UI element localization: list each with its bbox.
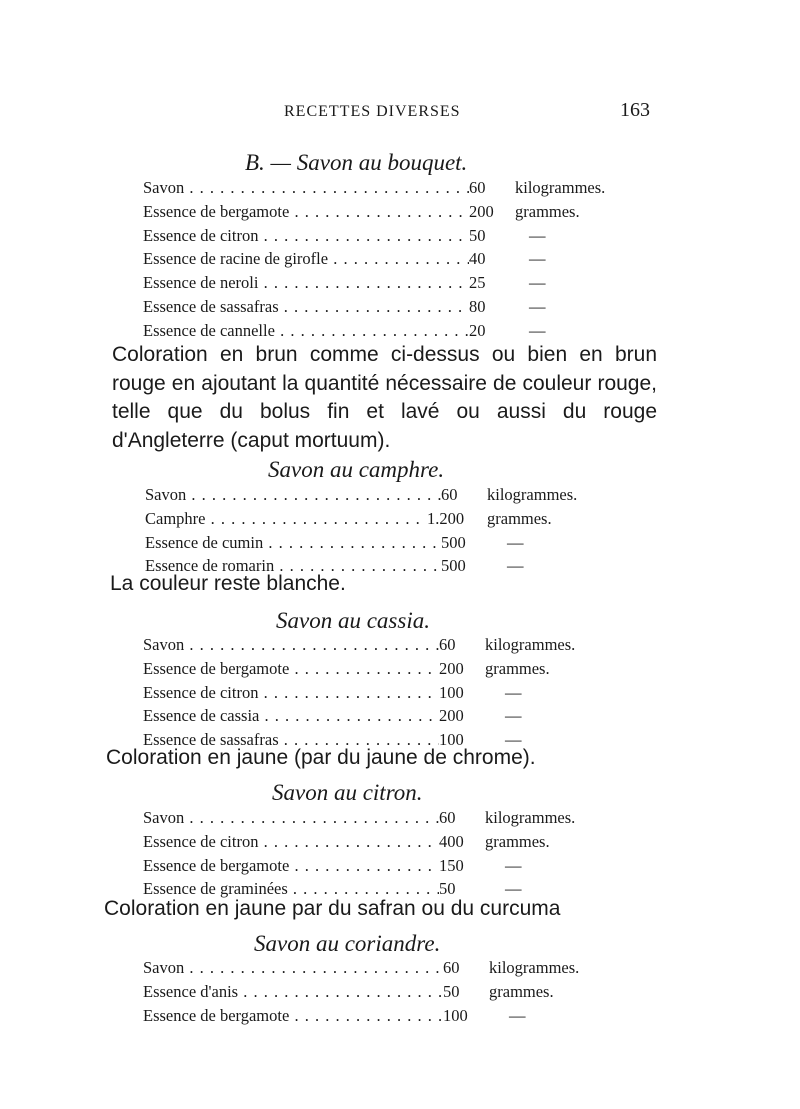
ingredient-unit: — <box>505 855 522 875</box>
recipe-row <box>145 483 577 507</box>
recipe-row <box>145 531 577 555</box>
ingredient-name: Essence d'anis . . . <box>143 980 443 1004</box>
ingredient-unit: grammes. <box>485 658 550 678</box>
recipe-row <box>145 507 577 531</box>
ingredient-unit: — <box>529 273 546 293</box>
ingredient-qty: 80 <box>469 296 486 316</box>
recipe-table <box>143 176 605 343</box>
ingredient-unit: — <box>529 320 546 340</box>
ingredient-qty: 25 <box>469 273 486 293</box>
recipe-table <box>143 806 575 901</box>
ingredient-name: Essence de bergamote . . . <box>143 200 469 224</box>
recipe-table <box>143 633 575 752</box>
ingredient-unit: — <box>529 296 546 316</box>
ingredient-name: Savon . . . <box>143 956 443 980</box>
ingredient-qty: 60 <box>439 808 456 827</box>
section-title: Savon au camphre. <box>268 457 445 482</box>
ingredient-unit: grammes. <box>487 508 552 528</box>
ingredient-name: Essence de sassafras . . . <box>143 728 439 752</box>
ingredient-name: Essence de racine de girofle . . . <box>143 247 469 271</box>
ingredient-name: Essence de cassia . . . <box>143 704 439 728</box>
ingredient-name: Essence de citron . . . <box>143 224 469 248</box>
ingredient-qty: 100 <box>439 682 464 702</box>
ingredient-name: Essence de sassafras . . . <box>143 295 469 319</box>
recipe-row <box>143 657 575 681</box>
ingredient-qty: 50 <box>469 225 486 245</box>
ingredient-qty: 400 <box>439 831 464 851</box>
recipe-table <box>145 483 577 578</box>
ingredient-unit: — <box>505 879 522 899</box>
recipe-row <box>143 200 605 224</box>
recipe-row <box>143 247 605 271</box>
ingredient-unit: grammes. <box>515 201 580 221</box>
ingredient-qty: 200 <box>439 706 464 726</box>
ingredient-name: Camphre . . . <box>145 507 427 531</box>
recipe-row <box>143 681 575 705</box>
ingredient-unit: — <box>529 225 546 245</box>
ingredient-unit: kilogrammes. <box>485 635 576 654</box>
ingredient-name: Essence de cumin . . . <box>145 531 441 555</box>
recipe-row <box>143 319 605 343</box>
ingredient-unit: — <box>505 706 522 726</box>
ingredient-name: Savon . . . <box>143 806 439 830</box>
ingredient-unit: — <box>505 682 522 702</box>
recipe-row <box>143 830 575 854</box>
ingredient-unit: — <box>529 249 546 269</box>
section-title: Savon au citron. <box>272 780 423 805</box>
ingredient-name: Essence de graminées . . . <box>143 877 439 901</box>
ingredient-qty: 500 <box>441 532 466 552</box>
recipe-row <box>143 1004 579 1028</box>
ingredient-name: Essence de romarin . . . <box>145 554 441 578</box>
ingredient-qty: 60 <box>439 635 456 654</box>
ingredient-qty: 60 <box>469 178 486 197</box>
ingredient-unit: kilogrammes. <box>485 808 576 827</box>
recipe-row <box>143 633 575 657</box>
recipe-row <box>143 806 575 830</box>
ingredient-name: Essence de bergamote . . . <box>143 657 439 681</box>
ingredient-name: Savon . . . <box>143 633 439 657</box>
section-title: B. — Savon au bouquet. <box>245 150 468 175</box>
ingredient-qty: 1.200 <box>427 508 465 528</box>
ingredient-qty: 150 <box>439 855 464 875</box>
ingredient-name: Essence de neroli . . . <box>143 271 469 295</box>
page-header <box>0 99 800 127</box>
recipe-row <box>143 271 605 295</box>
ingredient-unit: grammes. <box>485 831 550 851</box>
ingredient-qty: 200 <box>439 658 464 678</box>
ingredient-unit: kilogrammes. <box>489 958 580 977</box>
ingredient-unit: kilogrammes. <box>487 485 578 504</box>
ingredient-qty: 20 <box>469 320 486 340</box>
recipe-row <box>143 224 605 248</box>
ingredient-unit: grammes. <box>489 981 554 1001</box>
ingredient-qty: 40 <box>469 249 486 269</box>
ingredient-qty: 500 <box>441 556 466 576</box>
ingredient-qty: 50 <box>439 879 456 899</box>
coloration-note: Coloration en brun comme ci-dessus ou bien en brun rouge en ajoutant la quantité nécessaire de couleur rouge, telle que du bolus fin et lavé ou aussi du rouge d'Angleterre (caput mortuum). <box>112 343 657 452</box>
coloration-note: Coloration en jaune par du safran ou du curcuma <box>104 897 561 920</box>
page-number: 163 <box>620 99 650 121</box>
recipe-row <box>143 980 579 1004</box>
ingredient-name: Essence de bergamote . . . <box>143 854 439 878</box>
recipe-row <box>143 295 605 319</box>
running-title: RECETTES DIVERSES <box>284 103 461 120</box>
ingredient-qty: 50 <box>443 981 460 1001</box>
ingredient-name: Essence de bergamote . . . <box>143 1004 443 1028</box>
coloration-note: La couleur reste blanche. <box>110 572 346 595</box>
ingredient-qty: 60 <box>441 485 458 504</box>
recipe-row <box>143 956 579 980</box>
section-title: Savon au coriandre. <box>254 931 441 956</box>
ingredient-unit: — <box>507 532 524 552</box>
recipe-row <box>143 854 575 878</box>
ingredient-qty: 100 <box>439 730 464 750</box>
ingredient-qty: 200 <box>469 201 494 221</box>
recipe-row <box>143 176 605 200</box>
ingredient-qty: 60 <box>443 958 460 977</box>
ingredient-name: Savon . . . <box>145 483 441 507</box>
ingredient-name: Essence de cannelle . . . <box>143 319 469 343</box>
section-title: Savon au cassia. <box>276 608 430 633</box>
ingredient-name: Essence de citron . . . <box>143 830 439 854</box>
recipe-table <box>143 956 579 1027</box>
recipe-row <box>143 704 575 728</box>
coloration-note: Coloration en jaune (par du jaune de chrome). <box>106 746 536 769</box>
ingredient-qty: 100 <box>443 1005 468 1025</box>
ingredient-unit: — <box>505 730 522 750</box>
ingredient-unit: — <box>507 556 524 576</box>
ingredient-name: Essence de citron . . . <box>143 681 439 705</box>
ingredient-name: Savon . . . <box>143 176 469 200</box>
ingredient-unit: kilogrammes. <box>515 178 606 197</box>
ingredient-unit: — <box>509 1005 526 1025</box>
